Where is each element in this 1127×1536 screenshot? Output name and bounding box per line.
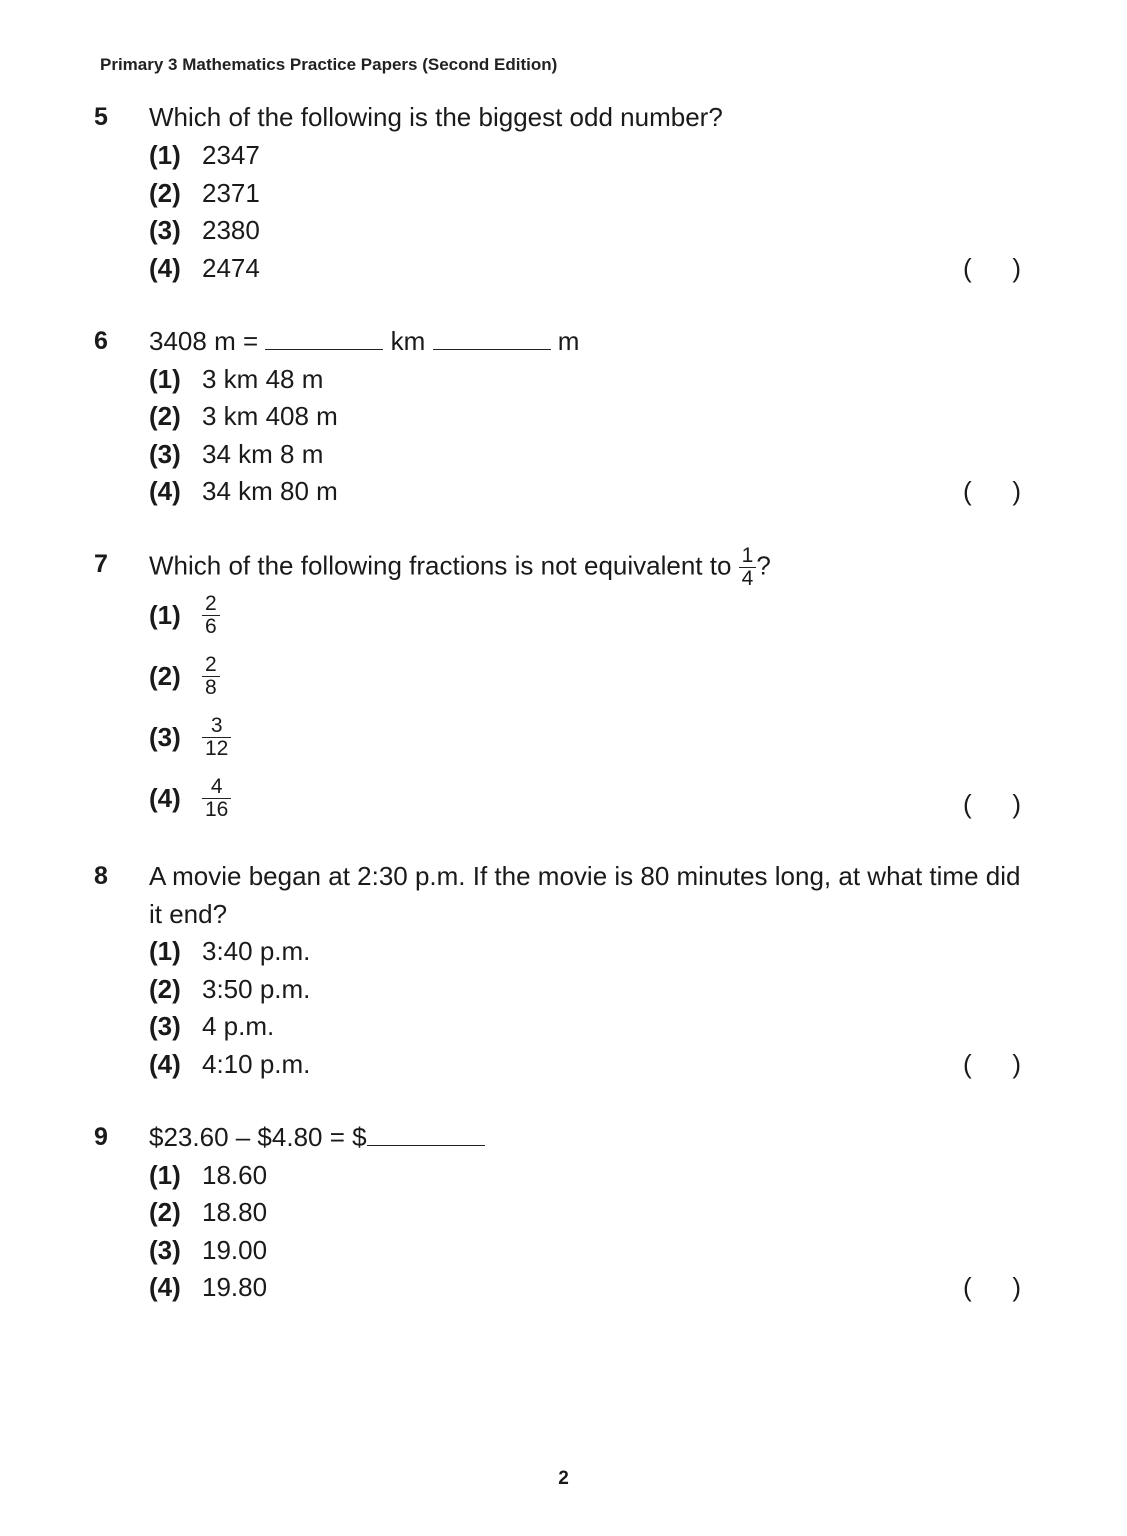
bracket-open: (: [963, 789, 972, 819]
option-label: (4): [149, 476, 181, 506]
option-value: 3:50 p.m.: [202, 974, 311, 1004]
option-value: 2474: [202, 253, 260, 283]
answer-bracket[interactable]: [963, 1268, 1021, 1306]
option-2[interactable]: [149, 397, 338, 435]
question-text: A movie began at 2:30 p.m. If the movie is 80 minutes long, at what time did it end?: [149, 861, 1021, 929]
option-value: 4:10 p.m.: [202, 1049, 311, 1079]
question-text-main: Which of the following fractions is not equivalent to: [149, 550, 732, 581]
option-4[interactable]: [149, 472, 338, 510]
fraction-numerator: 1: [739, 545, 757, 568]
option-label: (2): [149, 178, 181, 208]
fraction-numerator: 4: [202, 776, 231, 799]
question-text-start: 3408 m =: [149, 326, 259, 356]
option-1[interactable]: [149, 1156, 267, 1194]
question-number: 5: [94, 103, 108, 131]
option-label: (4): [149, 783, 181, 813]
option-value: 18.60: [202, 1160, 268, 1190]
option-label: (4): [149, 1049, 181, 1079]
answer-blank-m[interactable]: [433, 323, 551, 350]
option-label: (1): [149, 364, 181, 394]
option-label: (3): [149, 1011, 181, 1041]
question-number: 7: [94, 550, 108, 578]
fraction-numerator: 2: [202, 654, 220, 677]
option-value: 34 km 8 m: [202, 439, 324, 469]
option-value: 3 km 48 m: [202, 364, 324, 394]
option-value: 2380: [202, 215, 260, 245]
question-text-mid: km: [390, 326, 426, 356]
option-4[interactable]: [149, 776, 231, 836]
option-4[interactable]: [149, 1268, 267, 1306]
option-label: (2): [149, 974, 181, 1004]
option-fraction: [202, 654, 220, 699]
fraction-numerator: 3: [202, 715, 231, 738]
fraction-denominator: 6: [205, 615, 217, 638]
bracket-open: (: [963, 253, 972, 283]
option-label: (2): [149, 1197, 181, 1227]
option-fraction: [202, 776, 231, 821]
option-3[interactable]: [149, 211, 260, 249]
fraction-denominator: 12: [205, 737, 229, 760]
bracket-close: ): [1012, 1272, 1021, 1302]
option-label: (3): [149, 439, 181, 469]
question-mark: ?: [756, 550, 771, 581]
answer-bracket[interactable]: [963, 472, 1021, 510]
option-label: (1): [149, 600, 181, 630]
bracket-open: (: [963, 476, 972, 506]
question-text: [149, 1118, 1029, 1156]
option-4[interactable]: [149, 249, 260, 287]
option-fraction: [202, 715, 231, 760]
option-3[interactable]: [149, 1231, 267, 1269]
answer-blank-km[interactable]: [265, 323, 383, 350]
option-3[interactable]: [149, 435, 323, 473]
question-text: [149, 545, 1029, 590]
option-2[interactable]: [149, 1193, 267, 1231]
option-value: 19.00: [202, 1235, 268, 1265]
question-text: [149, 322, 1029, 360]
option-2[interactable]: [149, 654, 220, 714]
option-value: 2371: [202, 178, 260, 208]
fraction-one-quarter: [739, 545, 757, 590]
option-label: (2): [149, 401, 181, 431]
question-text: Which of the following is the biggest odd number?: [149, 102, 723, 132]
option-fraction: [202, 593, 220, 638]
option-value: 4 p.m.: [202, 1011, 275, 1041]
answer-bracket[interactable]: [963, 249, 1021, 287]
option-4[interactable]: [149, 1045, 310, 1083]
option-label: (4): [149, 1272, 181, 1302]
question-text-end: m: [557, 326, 580, 356]
bracket-close: ): [1012, 789, 1021, 819]
page-header: Primary 3 Mathematics Practice Papers (Second Edition): [100, 55, 558, 74]
option-label: (2): [149, 661, 181, 691]
option-value: 3:40 p.m.: [202, 936, 311, 966]
question-number: 6: [94, 327, 108, 355]
bracket-open: (: [963, 1272, 972, 1302]
option-value: 19.80: [202, 1272, 268, 1302]
option-3[interactable]: [149, 1007, 274, 1045]
option-label: (1): [149, 1160, 181, 1190]
answer-bracket[interactable]: [963, 785, 1021, 823]
option-label: (4): [149, 253, 181, 283]
page-number: 2: [558, 1468, 569, 1489]
answer-bracket[interactable]: [963, 1045, 1021, 1083]
option-2[interactable]: [149, 970, 310, 1008]
option-label: (1): [149, 936, 181, 966]
bracket-close: ): [1012, 476, 1021, 506]
fraction-numerator: 2: [202, 593, 220, 616]
option-value: 34 km 80 m: [202, 476, 338, 506]
option-value: 18.80: [202, 1197, 268, 1227]
fraction-denominator: 8: [205, 676, 217, 699]
answer-blank[interactable]: [367, 1119, 485, 1146]
fraction-denominator: 16: [205, 798, 229, 821]
option-label: (3): [149, 215, 181, 245]
bracket-close: ): [1012, 1049, 1021, 1079]
question-number: 8: [94, 862, 108, 890]
bracket-close: ): [1012, 253, 1021, 283]
option-value: 3 km 408 m: [202, 401, 338, 431]
fraction-denominator: 4: [741, 567, 754, 590]
option-2[interactable]: [149, 174, 260, 212]
question-text-main: $23.60 – $4.80 = $: [149, 1122, 367, 1152]
option-label: (1): [149, 140, 181, 170]
option-label: (3): [149, 1235, 181, 1265]
option-label: (3): [149, 722, 181, 752]
option-value: 2347: [202, 140, 260, 170]
question-number: 9: [94, 1123, 108, 1151]
option-1[interactable]: [149, 593, 220, 653]
bracket-open: (: [963, 1049, 972, 1079]
option-1[interactable]: [149, 932, 310, 970]
option-1[interactable]: [149, 360, 323, 398]
option-1[interactable]: [149, 136, 260, 174]
option-3[interactable]: [149, 715, 231, 775]
